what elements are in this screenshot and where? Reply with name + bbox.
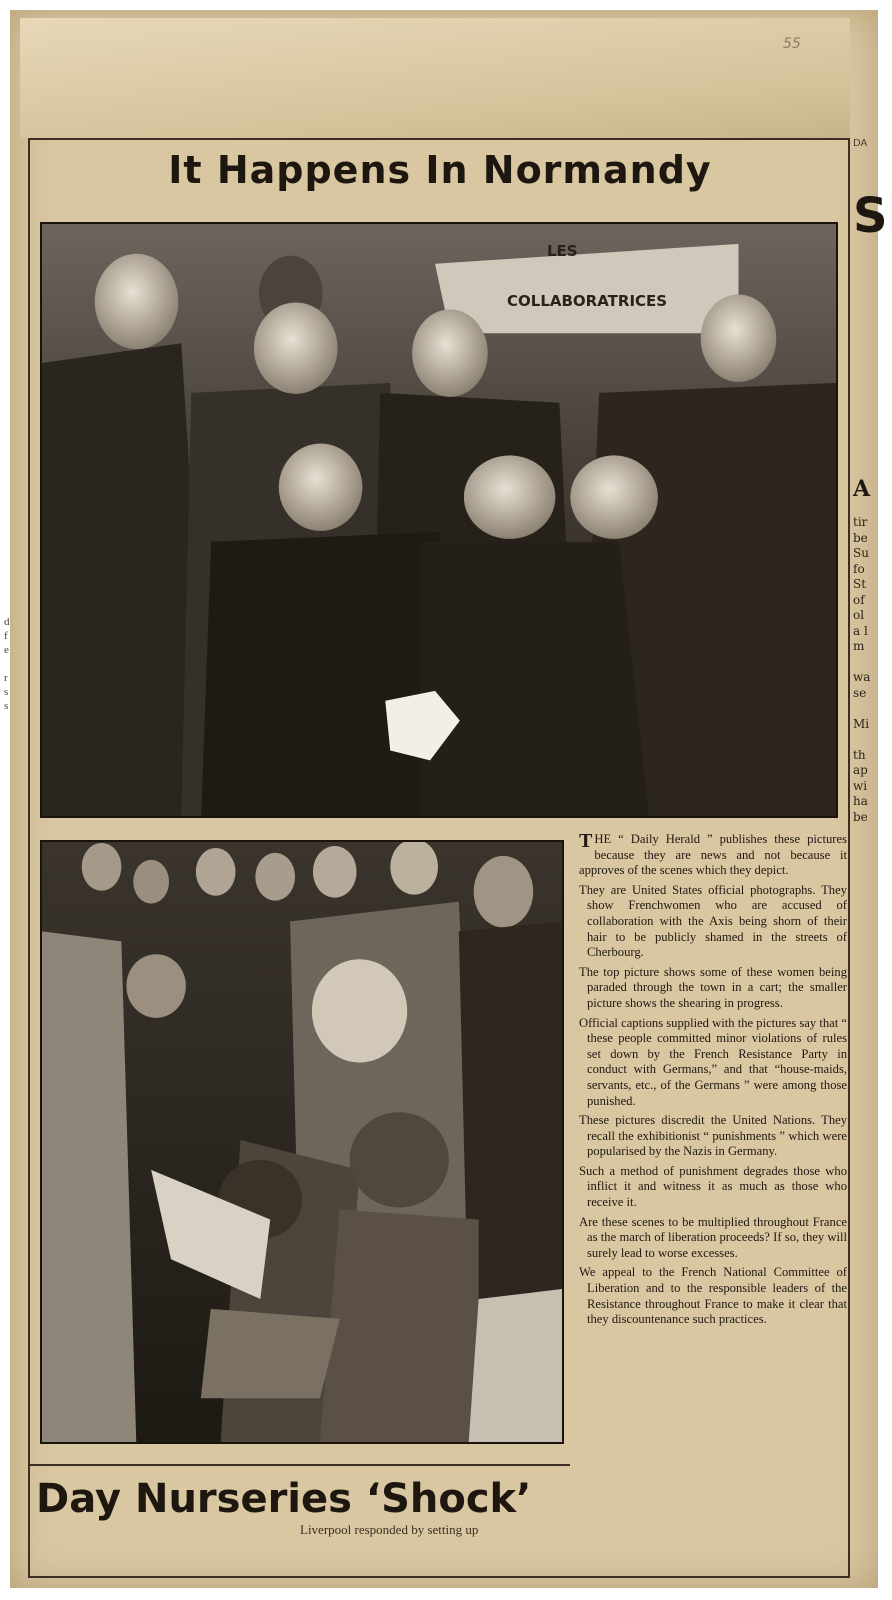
editorial-article — [579, 832, 847, 1332]
bottom-photograph — [40, 840, 564, 1444]
headline: It Happens In Normandy — [168, 148, 712, 192]
article-paragraph-7: Are these scenes to be multiplied throughout France as the march of liberation proceeds? If so, they will surely lead to worse excesses. — [579, 1214, 847, 1260]
article-paragraph-6: Such a method of punishment degrades those who inflict it and witness it as much as those who receive it. — [579, 1163, 847, 1210]
banner-text-les: LES — [547, 242, 578, 260]
article-paragraph-3: The top picture shows some of these women being paraded through the town in a cart; the smaller picture shows the shearing in progress. — [579, 964, 847, 1010]
top-photograph — [40, 222, 838, 818]
top-photo-image — [42, 224, 836, 816]
article-paragraph-4: Official captions supplied with the pictures say that “ these people committed minor violations of rules set down by the French Resistance Party in conduct with Germans,” and that “house-maids, servants, etc., of the Germans ” were among those punished. — [579, 1015, 847, 1108]
right-strip-text-fragments: tir be Su fo St of ol a l m wa se Mi th ap wi ha be — [853, 515, 871, 824]
left-strip-text-fragments: d f e r s s — [4, 616, 10, 712]
section-divider — [30, 1464, 570, 1466]
article-paragraph-2: They are United States official photographs. They show Frenchwomen who are accused of collaboration with the Axis being shorn of their hair to be publicly shamed in the streets of Cherbourg. — [579, 882, 847, 960]
sub-headline: Day Nurseries ‘Shock’ — [36, 1476, 532, 1522]
article-dropcap: T — [579, 830, 593, 852]
banner-text-collaboratrices: COLLABORATRICES — [507, 292, 668, 310]
folded-paper-edge — [20, 18, 850, 138]
page-number: 55 — [783, 36, 801, 52]
article-paragraph-8: We appeal to the French National Committee of Liberation and to the responsible leaders of the Resistance throughout France to make it clear that they discountenance such practices. — [579, 1265, 847, 1327]
right-strip-top-text: DA — [853, 138, 868, 149]
article-paragraph-1: THE “ Daily Herald ” publishes these pictures because they are news and not because it approves of the scenes which they depict. — [579, 830, 847, 878]
article-paragraph-5: These pictures discredit the United Nations. They recall the exhibitionist “ punishments ” which were popularised by the Nazis in Germany. — [579, 1113, 847, 1159]
next-article-fragment: Liverpool responded by setting up — [300, 1522, 479, 1537]
bottom-photo-image — [42, 842, 562, 1442]
right-strip-dropcap: A — [853, 476, 871, 502]
right-strip-headline-letter: S — [853, 188, 888, 244]
